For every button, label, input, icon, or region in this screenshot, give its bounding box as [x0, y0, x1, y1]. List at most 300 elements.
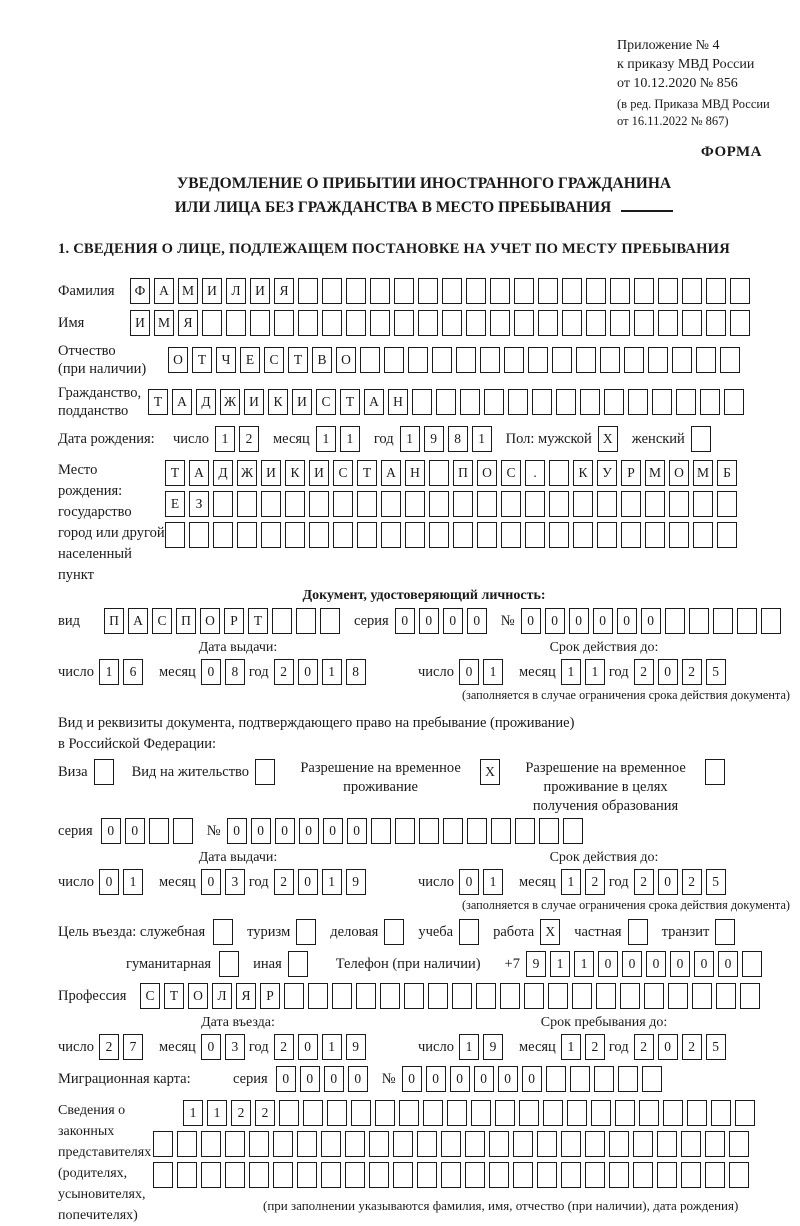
char-box[interactable]: 2 [274, 659, 294, 685]
char-box[interactable] [515, 818, 535, 844]
char-box[interactable] [453, 491, 473, 517]
char-box[interactable] [711, 1100, 731, 1126]
char-box[interactable]: 0 [402, 1066, 422, 1092]
char-box[interactable]: П [453, 460, 473, 486]
char-box[interactable]: 1 [183, 1100, 203, 1126]
char-box[interactable]: 1 [472, 426, 492, 452]
doc-series-boxes[interactable] [395, 608, 491, 634]
res-issue-day-boxes[interactable] [99, 869, 147, 895]
char-box[interactable]: П [104, 608, 124, 634]
char-box[interactable] [484, 389, 504, 415]
char-box[interactable] [298, 278, 318, 304]
char-box[interactable]: С [333, 460, 353, 486]
char-box[interactable] [381, 491, 401, 517]
char-box[interactable]: К [268, 389, 288, 415]
char-box[interactable] [634, 278, 654, 304]
stay-year-boxes[interactable] [634, 1034, 730, 1060]
char-box[interactable] [417, 1162, 437, 1188]
char-box[interactable] [429, 522, 449, 548]
char-box[interactable] [682, 278, 702, 304]
char-box[interactable]: 1 [99, 659, 119, 685]
char-box[interactable]: 0 [474, 1066, 494, 1092]
char-box[interactable]: 2 [682, 659, 702, 685]
char-box[interactable]: П [176, 608, 196, 634]
char-box[interactable] [648, 347, 668, 373]
char-box[interactable] [225, 1162, 245, 1188]
mc-series-boxes[interactable] [276, 1066, 372, 1092]
char-box[interactable] [94, 759, 114, 785]
char-box[interactable] [508, 389, 528, 415]
char-box[interactable] [548, 983, 568, 1009]
char-box[interactable]: 8 [225, 659, 245, 685]
char-box[interactable] [153, 1131, 173, 1157]
char-box[interactable]: 5 [706, 869, 726, 895]
char-box[interactable] [580, 389, 600, 415]
char-box[interactable]: У [597, 460, 617, 486]
char-box[interactable]: 3 [225, 1034, 245, 1060]
char-box[interactable] [480, 347, 500, 373]
char-box[interactable] [261, 522, 281, 548]
char-box[interactable] [687, 1100, 707, 1126]
char-box[interactable] [740, 983, 760, 1009]
char-box[interactable] [633, 1131, 653, 1157]
char-box[interactable] [561, 1162, 581, 1188]
char-box[interactable] [298, 310, 318, 336]
char-box[interactable]: 0 [522, 1066, 542, 1092]
char-box[interactable]: 0 [658, 1034, 678, 1060]
char-box[interactable]: Р [224, 608, 244, 634]
char-box[interactable] [285, 522, 305, 548]
id-valid-month-boxes[interactable] [561, 659, 609, 685]
char-box[interactable]: А [172, 389, 192, 415]
char-box[interactable]: 0 [201, 869, 221, 895]
char-box[interactable]: 0 [298, 659, 318, 685]
char-box[interactable] [594, 1066, 614, 1092]
char-box[interactable] [642, 1066, 662, 1092]
char-box[interactable]: 2 [255, 1100, 275, 1126]
char-box[interactable] [467, 818, 487, 844]
id-issue-year-boxes[interactable] [274, 659, 370, 685]
char-box[interactable]: Е [165, 491, 185, 517]
char-box[interactable]: И [202, 278, 222, 304]
char-box[interactable] [689, 608, 709, 634]
char-box[interactable]: 9 [483, 1034, 503, 1060]
char-box[interactable] [213, 522, 233, 548]
char-box[interactable] [249, 1131, 269, 1157]
char-box[interactable] [573, 491, 593, 517]
char-box[interactable] [658, 310, 678, 336]
char-box[interactable] [465, 1131, 485, 1157]
char-box[interactable] [333, 491, 353, 517]
char-box[interactable] [466, 310, 486, 336]
char-box[interactable] [539, 818, 559, 844]
birthplace-row1-boxes[interactable] [165, 460, 741, 486]
char-box[interactable]: 1 [459, 1034, 479, 1060]
char-box[interactable]: Т [357, 460, 377, 486]
char-box[interactable]: 0 [227, 818, 247, 844]
tourism-checkbox[interactable] [296, 919, 320, 945]
char-box[interactable]: Т [192, 347, 212, 373]
study-checkbox[interactable] [459, 919, 483, 945]
char-box[interactable] [477, 491, 497, 517]
char-box[interactable] [729, 1162, 749, 1188]
char-box[interactable] [380, 983, 400, 1009]
char-box[interactable] [724, 389, 744, 415]
char-box[interactable]: И [292, 389, 312, 415]
char-box[interactable] [645, 491, 665, 517]
char-box[interactable] [466, 278, 486, 304]
res-valid-year-boxes[interactable] [634, 869, 730, 895]
char-box[interactable] [442, 310, 462, 336]
char-box[interactable]: Н [405, 460, 425, 486]
char-box[interactable]: 1 [483, 869, 503, 895]
char-box[interactable]: О [336, 347, 356, 373]
birth-day-boxes[interactable] [215, 426, 263, 452]
char-box[interactable]: 0 [347, 818, 367, 844]
char-box[interactable] [404, 983, 424, 1009]
char-box[interactable] [296, 919, 316, 945]
char-box[interactable] [201, 1131, 221, 1157]
char-box[interactable] [610, 310, 630, 336]
char-box[interactable] [706, 278, 726, 304]
char-box[interactable] [272, 608, 292, 634]
char-box[interactable] [668, 983, 688, 1009]
char-box[interactable] [371, 818, 391, 844]
char-box[interactable] [713, 608, 733, 634]
char-box[interactable] [600, 347, 620, 373]
char-box[interactable] [459, 919, 479, 945]
char-box[interactable] [173, 818, 193, 844]
char-box[interactable] [610, 278, 630, 304]
char-box[interactable] [705, 759, 725, 785]
char-box[interactable] [226, 310, 246, 336]
char-box[interactable] [591, 1100, 611, 1126]
char-box[interactable] [514, 278, 534, 304]
char-box[interactable] [345, 1162, 365, 1188]
char-box[interactable] [705, 1131, 725, 1157]
char-box[interactable] [513, 1131, 533, 1157]
char-box[interactable]: М [154, 310, 174, 336]
char-box[interactable] [652, 389, 672, 415]
char-box[interactable] [628, 919, 648, 945]
char-box[interactable]: 0 [718, 951, 738, 977]
birthplace-row2-boxes[interactable] [165, 491, 741, 517]
char-box[interactable] [322, 278, 342, 304]
char-box[interactable] [219, 951, 239, 977]
char-box[interactable]: 0 [324, 1066, 344, 1092]
char-box[interactable] [285, 491, 305, 517]
char-box[interactable] [189, 522, 209, 548]
char-box[interactable] [465, 1162, 485, 1188]
char-box[interactable] [370, 310, 390, 336]
char-box[interactable]: 0 [276, 1066, 296, 1092]
char-box[interactable] [346, 278, 366, 304]
char-box[interactable]: Я [274, 278, 294, 304]
citizenship-boxes[interactable] [148, 389, 748, 415]
res-issue-month-boxes[interactable] [201, 869, 249, 895]
char-box[interactable] [332, 983, 352, 1009]
char-box[interactable] [490, 278, 510, 304]
char-box[interactable]: О [477, 460, 497, 486]
char-box[interactable] [177, 1162, 197, 1188]
entry-month-boxes[interactable] [201, 1034, 249, 1060]
char-box[interactable]: М [645, 460, 665, 486]
char-box[interactable] [429, 491, 449, 517]
res-number-boxes[interactable] [227, 818, 587, 844]
char-box[interactable] [412, 389, 432, 415]
char-box[interactable] [681, 1162, 701, 1188]
char-box[interactable] [537, 1131, 557, 1157]
char-box[interactable]: 0 [101, 818, 121, 844]
char-box[interactable]: 8 [346, 659, 366, 685]
char-box[interactable] [489, 1162, 509, 1188]
char-box[interactable]: 0 [658, 869, 678, 895]
char-box[interactable] [255, 759, 275, 785]
char-box[interactable] [693, 491, 713, 517]
char-box[interactable] [297, 1131, 317, 1157]
char-box[interactable]: С [264, 347, 284, 373]
char-box[interactable] [549, 491, 569, 517]
char-box[interactable]: Р [621, 460, 641, 486]
char-box[interactable] [261, 491, 281, 517]
birth-year-boxes[interactable] [400, 426, 496, 452]
char-box[interactable]: 1 [585, 659, 605, 685]
char-box[interactable]: Т [148, 389, 168, 415]
char-box[interactable] [456, 347, 476, 373]
char-box[interactable]: 0 [348, 1066, 368, 1092]
char-box[interactable]: 1 [123, 869, 143, 895]
entry-year-boxes[interactable] [274, 1034, 370, 1060]
char-box[interactable]: 0 [300, 1066, 320, 1092]
char-box[interactable]: 5 [706, 1034, 726, 1060]
char-box[interactable]: 0 [201, 1034, 221, 1060]
char-box[interactable] [672, 347, 692, 373]
char-box[interactable] [394, 310, 414, 336]
char-box[interactable] [460, 389, 480, 415]
char-box[interactable] [356, 983, 376, 1009]
char-box[interactable] [742, 951, 762, 977]
char-box[interactable] [369, 1131, 389, 1157]
char-box[interactable] [604, 389, 624, 415]
char-box[interactable]: 2 [239, 426, 259, 452]
char-box[interactable] [501, 522, 521, 548]
char-box[interactable] [321, 1131, 341, 1157]
char-box[interactable] [730, 278, 750, 304]
char-box[interactable] [576, 347, 596, 373]
char-box[interactable]: 1 [561, 659, 581, 685]
stay-month-boxes[interactable] [561, 1034, 609, 1060]
char-box[interactable]: X [480, 759, 500, 785]
birthplace-row3-boxes[interactable] [165, 522, 741, 548]
char-box[interactable] [633, 1162, 653, 1188]
char-box[interactable] [691, 426, 711, 452]
char-box[interactable] [476, 983, 496, 1009]
char-box[interactable] [735, 1100, 755, 1126]
char-box[interactable] [532, 389, 552, 415]
char-box[interactable] [249, 1162, 269, 1188]
char-box[interactable]: З [189, 491, 209, 517]
char-box[interactable] [717, 491, 737, 517]
char-box[interactable] [586, 278, 606, 304]
char-box[interactable] [696, 347, 716, 373]
mc-number-boxes[interactable] [402, 1066, 666, 1092]
char-box[interactable]: В [312, 347, 332, 373]
char-box[interactable]: 0 [598, 951, 618, 977]
char-box[interactable] [177, 1131, 197, 1157]
char-box[interactable]: 5 [706, 659, 726, 685]
char-box[interactable] [153, 1162, 173, 1188]
char-box[interactable] [399, 1100, 419, 1126]
char-box[interactable]: 0 [459, 659, 479, 685]
rvp-education-checkbox[interactable] [705, 759, 729, 785]
char-box[interactable] [552, 347, 572, 373]
char-box[interactable] [543, 1100, 563, 1126]
char-box[interactable]: 0 [201, 659, 221, 685]
char-box[interactable] [717, 522, 737, 548]
sex-male-checkbox[interactable] [598, 426, 622, 452]
char-box[interactable]: Р [260, 983, 280, 1009]
char-box[interactable]: Б [717, 460, 737, 486]
char-box[interactable]: О [168, 347, 188, 373]
char-box[interactable] [237, 522, 257, 548]
char-box[interactable] [634, 310, 654, 336]
char-box[interactable]: 0 [299, 818, 319, 844]
char-box[interactable] [423, 1100, 443, 1126]
char-box[interactable]: 2 [634, 659, 654, 685]
char-box[interactable] [471, 1100, 491, 1126]
char-box[interactable] [621, 491, 641, 517]
char-box[interactable]: А [128, 608, 148, 634]
char-box[interactable] [274, 310, 294, 336]
char-box[interactable]: 0 [617, 608, 637, 634]
char-box[interactable] [609, 1131, 629, 1157]
char-box[interactable]: 2 [634, 869, 654, 895]
char-box[interactable] [621, 522, 641, 548]
char-box[interactable]: 7 [123, 1034, 143, 1060]
char-box[interactable] [321, 1162, 341, 1188]
char-box[interactable] [524, 983, 544, 1009]
res-valid-month-boxes[interactable] [561, 869, 609, 895]
char-box[interactable] [609, 1162, 629, 1188]
other-checkbox[interactable] [288, 951, 312, 977]
id-valid-day-boxes[interactable] [459, 659, 507, 685]
char-box[interactable]: 0 [419, 608, 439, 634]
char-box[interactable] [549, 522, 569, 548]
char-box[interactable] [597, 491, 617, 517]
char-box[interactable]: 0 [298, 869, 318, 895]
char-box[interactable]: 6 [123, 659, 143, 685]
char-box[interactable] [514, 310, 534, 336]
char-box[interactable]: И [244, 389, 264, 415]
char-box[interactable] [346, 310, 366, 336]
char-box[interactable] [250, 310, 270, 336]
char-box[interactable] [615, 1100, 635, 1126]
char-box[interactable] [525, 491, 545, 517]
char-box[interactable] [308, 983, 328, 1009]
char-box[interactable]: 0 [298, 1034, 318, 1060]
char-box[interactable] [296, 608, 316, 634]
char-box[interactable]: X [598, 426, 618, 452]
char-box[interactable]: 0 [670, 951, 690, 977]
char-box[interactable] [618, 1066, 638, 1092]
rvp-checkbox[interactable] [480, 759, 504, 785]
char-box[interactable] [477, 522, 497, 548]
char-box[interactable] [345, 1131, 365, 1157]
char-box[interactable] [357, 491, 377, 517]
char-box[interactable]: 0 [646, 951, 666, 977]
char-box[interactable] [418, 278, 438, 304]
char-box[interactable] [657, 1131, 677, 1157]
char-box[interactable] [519, 1100, 539, 1126]
char-box[interactable]: 1 [561, 869, 581, 895]
char-box[interactable]: О [669, 460, 689, 486]
char-box[interactable] [586, 310, 606, 336]
char-box[interactable]: 0 [694, 951, 714, 977]
char-box[interactable]: Т [164, 983, 184, 1009]
char-box[interactable]: 9 [346, 869, 366, 895]
id-issue-month-boxes[interactable] [201, 659, 249, 685]
doc-type-boxes[interactable] [104, 608, 344, 634]
char-box[interactable] [429, 460, 449, 486]
char-box[interactable] [681, 1131, 701, 1157]
char-box[interactable]: К [573, 460, 593, 486]
char-box[interactable] [273, 1131, 293, 1157]
char-box[interactable] [669, 522, 689, 548]
char-box[interactable]: Ж [237, 460, 257, 486]
char-box[interactable] [706, 310, 726, 336]
char-box[interactable]: И [250, 278, 270, 304]
char-box[interactable]: 1 [550, 951, 570, 977]
char-box[interactable]: 0 [521, 608, 541, 634]
char-box[interactable]: Т [248, 608, 268, 634]
char-box[interactable] [381, 522, 401, 548]
char-box[interactable] [333, 522, 353, 548]
char-box[interactable] [327, 1100, 347, 1126]
char-box[interactable] [384, 919, 404, 945]
business-checkbox[interactable] [384, 919, 408, 945]
char-box[interactable] [395, 818, 415, 844]
char-box[interactable] [657, 1162, 677, 1188]
char-box[interactable]: 9 [346, 1034, 366, 1060]
char-box[interactable]: Е [240, 347, 260, 373]
char-box[interactable] [500, 983, 520, 1009]
char-box[interactable]: Ч [216, 347, 236, 373]
char-box[interactable]: 1 [316, 426, 336, 452]
sex-female-checkbox[interactable] [691, 426, 715, 452]
char-box[interactable] [489, 1131, 509, 1157]
char-box[interactable]: 0 [498, 1066, 518, 1092]
char-box[interactable]: 1 [340, 426, 360, 452]
char-box[interactable] [288, 951, 308, 977]
char-box[interactable]: 1 [322, 659, 342, 685]
char-box[interactable] [628, 389, 648, 415]
char-box[interactable] [658, 278, 678, 304]
char-box[interactable] [297, 1162, 317, 1188]
char-box[interactable]: М [178, 278, 198, 304]
char-box[interactable]: К [285, 460, 305, 486]
char-box[interactable]: 0 [275, 818, 295, 844]
char-box[interactable] [645, 522, 665, 548]
char-box[interactable] [284, 983, 304, 1009]
char-box[interactable] [537, 1162, 557, 1188]
char-box[interactable] [447, 1100, 467, 1126]
char-box[interactable] [428, 983, 448, 1009]
char-box[interactable] [682, 310, 702, 336]
char-box[interactable] [513, 1162, 533, 1188]
char-box[interactable]: 0 [545, 608, 565, 634]
char-box[interactable] [370, 278, 390, 304]
char-box[interactable] [585, 1162, 605, 1188]
